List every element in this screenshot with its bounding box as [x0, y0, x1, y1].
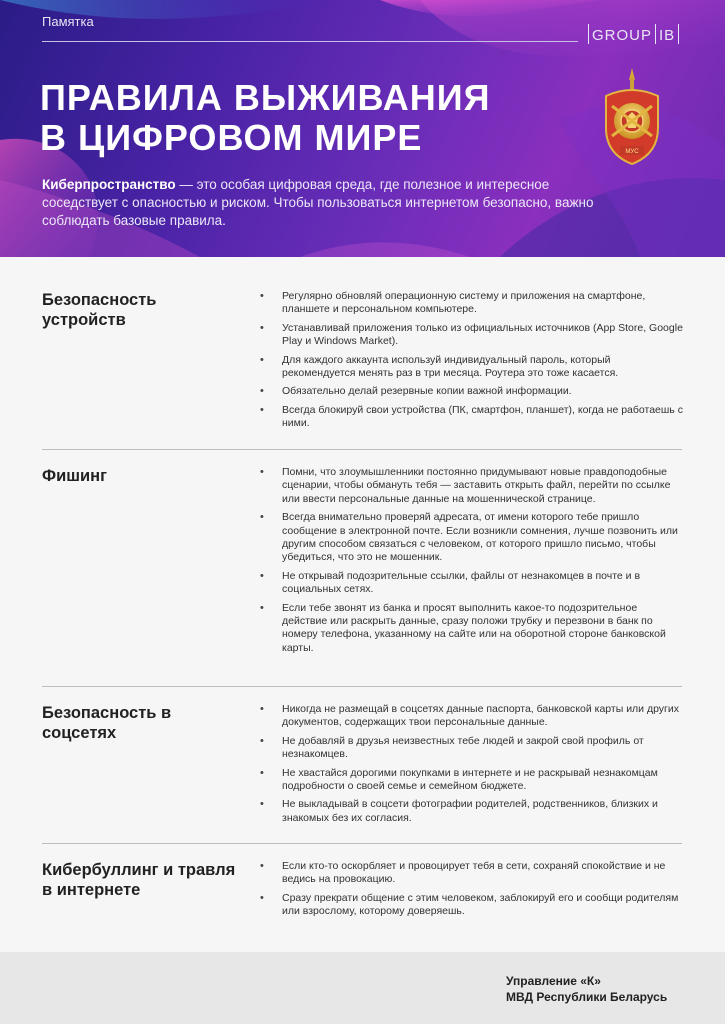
- section-divider: [42, 843, 682, 844]
- page-title: [40, 78, 490, 158]
- rule-item: • Не выкладывай в соцсети фотографии родителей, родственников, близких и знакомых без их согласия.: [260, 798, 685, 825]
- rule-item: • Не хвастайся дорогими покупками в интернете и не раскрывай незнакомцам подробности о своей семье и семейном бюджете.: [260, 767, 685, 794]
- rule-item: • Обязательно делай резервные копии важной информации.: [260, 385, 685, 398]
- footer-org-line-2: МВД Республики Беларусь: [506, 990, 668, 1004]
- title-line-1: ПРАВИЛА ВЫЖИВАНИЯ: [40, 77, 491, 118]
- header-banner: [0, 0, 725, 257]
- rule-item: • Если тебе звонят из банка и просят выполнить какое-то подозрительное действие или раскрыть данные, сразу положи трубку и перезвони в банк по номеру телефона, указанному на сайте или на оборотной стороне банковской карты.: [260, 602, 685, 656]
- header-rule: [42, 41, 578, 42]
- footer-org-line-1: Управление «К»: [506, 974, 601, 988]
- section-title: Кибербуллинг и травля в интернете: [42, 861, 236, 899]
- mvd-emblem-icon: [598, 66, 666, 166]
- rules-list: [260, 466, 685, 660]
- rule-item: • Для каждого аккаунта используй индивидуальный пароль, который рекомендуется менять раз в три месяца. Роутера это тоже касается.: [260, 354, 685, 381]
- document-type-label: Памятка: [42, 14, 94, 29]
- rule-item: • Всегда блокируй свои устройства (ПК, смартфон, планшет), когда не работаешь с ними.: [260, 404, 685, 431]
- rule-item: • Устанавливай приложения только из официальных источников (App Store, Google Play и Windows Market).: [260, 322, 685, 349]
- rule-item: • Никогда не размещай в соцсетях данные паспорта, банковской карты или других документов, содержащих твои персональные данные.: [260, 703, 685, 730]
- rule-item: • Всегда внимательно проверяй адресата, от имени которого тебе пришло сообщение в электронной почте. Если возникли сомнения, лучше позвонить или другим способом связаться с человеком, от которого пришло письмо, чтобы убедиться, что это не мошенник.: [260, 511, 685, 565]
- intro-term: Киберпространство: [42, 177, 176, 192]
- rules-list: [260, 290, 685, 436]
- group-ib-logo: GROUP IB: [585, 24, 682, 44]
- section-title: Безопасность в соцсетях: [42, 704, 172, 742]
- section-divider: [42, 686, 682, 687]
- section-divider: [42, 449, 682, 450]
- emblem-text: МУС: [625, 149, 639, 155]
- rule-item: • Помни, что злоумышленники постоянно придумывают новые правдоподобные сценарии, чтобы обмануть тебя — заставить открыть файл, перейти по ссылке или ввести персональные данные на мошеннической странице.: [260, 466, 685, 506]
- rule-item: • Регулярно обновляй операционную систему и приложения на смартфоне, планшете и персональном компьютере.: [260, 290, 685, 317]
- rule-item: • Сразу прекрати общение с этим человеком, заблокируй его и сообщи родителям или взрослому, которому доверяешь.: [260, 892, 685, 919]
- section-title: Фишинг: [42, 467, 107, 485]
- footer: [0, 952, 725, 1024]
- rule-item: • Не открывай подозрительные ссылки, файлы от незнакомцев в почте и в социальных сетях.: [260, 570, 685, 597]
- rules-list: [260, 860, 685, 924]
- rules-list: [260, 703, 685, 830]
- rule-item: • Если кто-то оскорбляет и провоцирует тебя в сети, сохраняй спокойствие и не ведись на провокацию.: [260, 860, 685, 887]
- rule-item: • Не добавляй в друзья неизвестных тебе людей и закрой свой профиль от незнакомцев.: [260, 735, 685, 762]
- intro-paragraph: [42, 176, 602, 230]
- section-title: Безопасность устройств: [42, 291, 157, 329]
- intro-text: — это особая цифровая среда, где полезное и интересное соседствует с опасностью и риском. Чтобы пользоваться интернетом безопасно, важно соблюдать базовые правила.: [42, 177, 594, 228]
- title-line-2: В ЦИФРОВОМ МИРЕ: [40, 117, 423, 158]
